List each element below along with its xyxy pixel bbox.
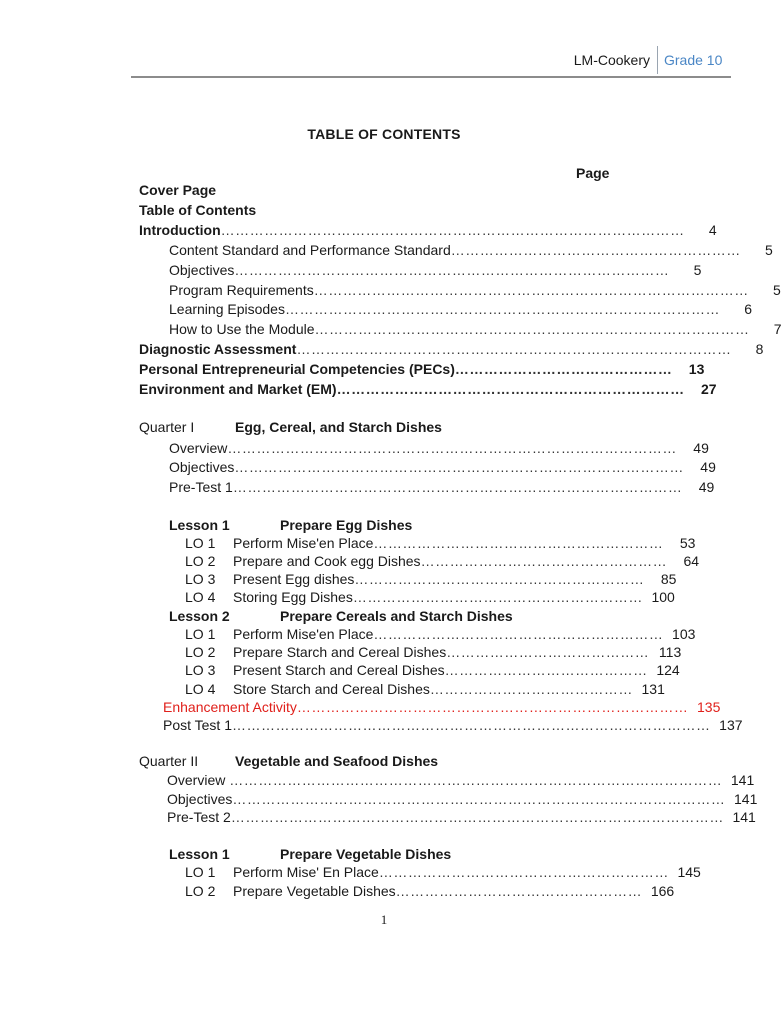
lesson-heading: Lesson 1 Prepare Vegetable Dishes [169,846,452,862]
toc-entry: How to Use the Module……………………………………………………………………………… 7 [169,321,782,337]
toc-entry: LO 1 Perform Mise'en Place…………………………………………………… 53 [185,535,696,551]
toc-entry: LO 2 Prepare and Cook egg Dishes…………………………………………… 64 [185,553,700,569]
lesson-heading: Lesson 2 Prepare Cereals and Starch Dishes [169,608,513,624]
toc-entry: Table of Contents [139,202,257,218]
toc-entry: LO 3 Present Egg dishes…………………………………………………… 85 [185,571,677,587]
toc-title: TABLE OF CONTENTS [307,126,461,142]
toc-entry: Content Standard and Performance Standard…………………………………………………… 5 [169,242,773,258]
toc-entry: Program Requirements……………………………………………………………………………… 5 [169,282,781,298]
toc-entry: LO 4 Storing Egg Dishes…………………………………………………… 100 [185,589,675,605]
lesson-heading: Lesson 1 Prepare Egg Dishes [169,517,413,533]
header-grade: Grade 10 [664,52,723,68]
toc-entry: LO 2 Prepare Starch and Cereal Dishes…………………………………… 113 [185,644,682,660]
toc-entry: LO 1 Perform Mise' En Place…………………………………………………… 145 [185,864,701,880]
toc-entry: Pre-Test 1………………………………………………………………………………… 49 [169,479,715,495]
toc-entry: Personal Entrepreneurial Competencies (PECs)……………………………………… 13 [139,361,705,377]
toc-entry: Learning Episodes……………………………………………………………………………… 6 [169,301,752,317]
toc-entry: LO 2 Prepare Vegetable Dishes…………………………………………… 166 [185,883,675,899]
toc-entry: Overview ………………………………………………………………………………………… 141 [167,772,755,788]
quarter-heading: Quarter I Egg, Cereal, and Starch Dishes [139,419,442,435]
page-number: 1 [380,912,388,927]
toc-entry: Objectives………………………………………………………………………………… 49 [169,459,716,475]
toc-entry: Cover Page [139,182,217,198]
quarter-heading: Quarter II Vegetable and Seafood Dishes [139,753,439,769]
toc-entry: Environment and Market (EM)……………………………………………………………… 27 [139,381,717,397]
toc-entry: Diagnostic Assessment……………………………………………………………………………… 8 [139,341,764,357]
page-column-heading: Page [576,165,610,181]
toc-entry: LO 3 Present Starch and Cereal Dishes…………………………………… 124 [185,662,680,678]
toc-entry: Objectives………………………………………………………………………………………… 141 [167,791,758,807]
toc-entry: LO 4 Store Starch and Cereal Dishes…………………………………… 131 [185,681,665,697]
toc-entry-highlighted: Enhancement Activity……………………………………………………………………… 135 [163,699,721,715]
header-book-title: LM-Cookery [573,52,650,68]
toc-entry: Post Test 1……………………………………………………………………………………… 137 [163,717,743,733]
toc-entry: Objectives……………………………………………………………………………… 5 [169,262,702,278]
toc-entry: LO 1 Perform Mise'en Place…………………………………………………… 103 [185,626,696,642]
toc-entry: Pre-Test 2………………………………………………………………………………………… 141 [167,809,756,825]
toc-entry: Introduction…………………………………………………………………………………… 4 [139,222,717,238]
toc-entry: Overview………………………………………………………………………………… 49 [169,440,709,456]
